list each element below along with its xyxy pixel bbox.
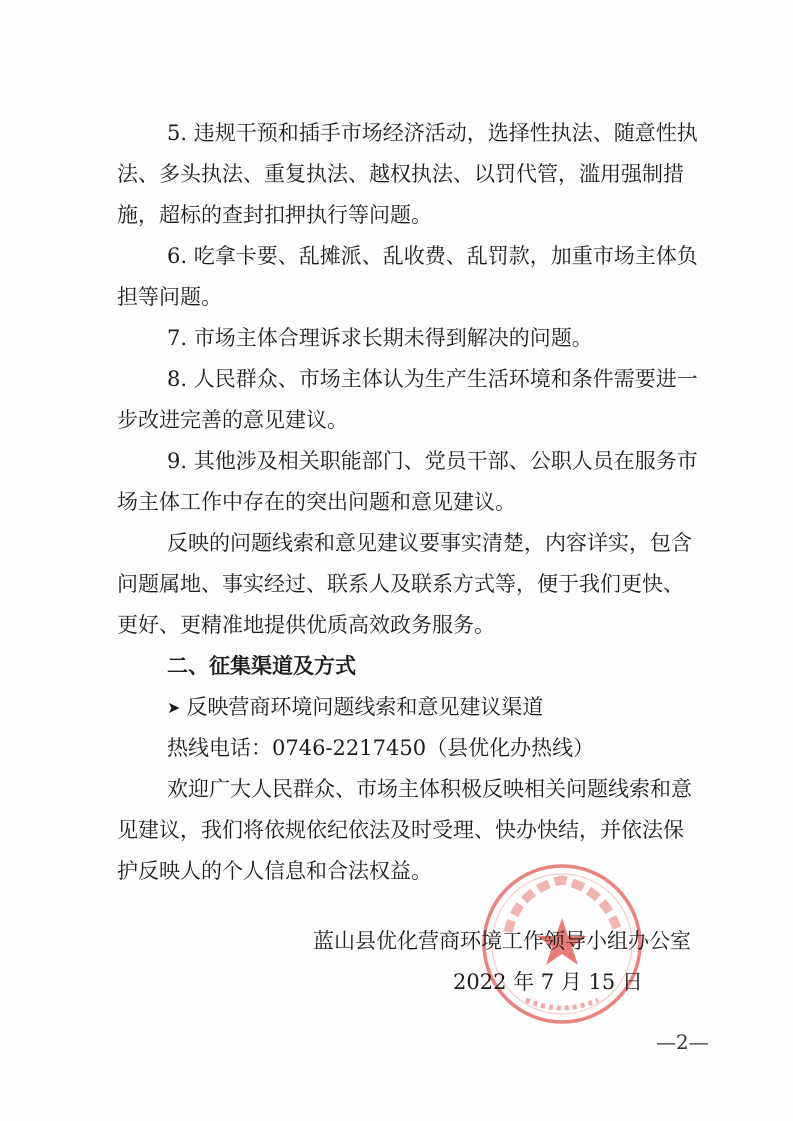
requirement-line-2: 问题属地、事实经过、联系人及联系方式等，便于我们更快、: [117, 572, 684, 596]
welcome-line-1: 欢迎广大人民群众、市场主体积极反映相关问题线索和意: [167, 777, 692, 801]
item-9-line-1: 9. 其他涉及相关职能部门、党员干部、公职人员在服务市: [167, 449, 698, 473]
item-5-line-2: 法、多头执法、重复执法、越权执法、以罚代管，滥用强制措: [117, 162, 684, 186]
item-8-line-2: 步改进完善的意见建议。: [117, 408, 348, 432]
section-2-heading: 二、征集渠道及方式: [167, 654, 356, 678]
item-6-line-2: 担等问题。: [117, 285, 222, 309]
item-6-line-1: 6. 吃拿卡要、乱摊派、乱收费、乱罚款，加重市场主体负: [167, 244, 698, 268]
welcome-line-2: 见建议，我们将依规依纪依法及时受理、快办快结，并依法保: [117, 818, 684, 842]
channel-text: 反映营商环境问题线索和意见建议渠道: [186, 695, 544, 719]
issue-date: 2022 年 7 月 15 日: [453, 970, 643, 994]
requirement-line-3: 更好、更精准地提供优质高效政务服务。: [117, 613, 495, 637]
item-5-line-1: 5. 违规干预和插手市场经济活动，选择性执法、随意性执: [167, 121, 698, 145]
issuing-office: 蓝山县优化营商环境工作领导小组办公室: [313, 929, 691, 953]
item-5-line-3: 施，超标的查封扣押执行等问题。: [117, 203, 432, 227]
requirement-line-1: 反映的问题线索和意见建议要事实清楚，内容详实，包含: [167, 531, 692, 555]
item-7-line-1: 7. 市场主体合理诉求长期未得到解决的问题。: [167, 326, 593, 350]
arrow-bullet-icon: ➤: [167, 698, 181, 717]
item-8-line-1: 8. 人民群众、市场主体认为生产生活环境和条件需要进一: [167, 367, 698, 391]
item-9-line-2: 场主体工作中存在的突出问题和意见建议。: [117, 490, 516, 514]
welcome-line-3: 护反映人的个人信息和合法权益。: [117, 859, 432, 883]
hotline-line: 热线电话：0746-2217450（县优化办热线）: [167, 736, 595, 760]
page-number: —2—: [656, 1030, 709, 1054]
channel-line: [167, 692, 543, 723]
